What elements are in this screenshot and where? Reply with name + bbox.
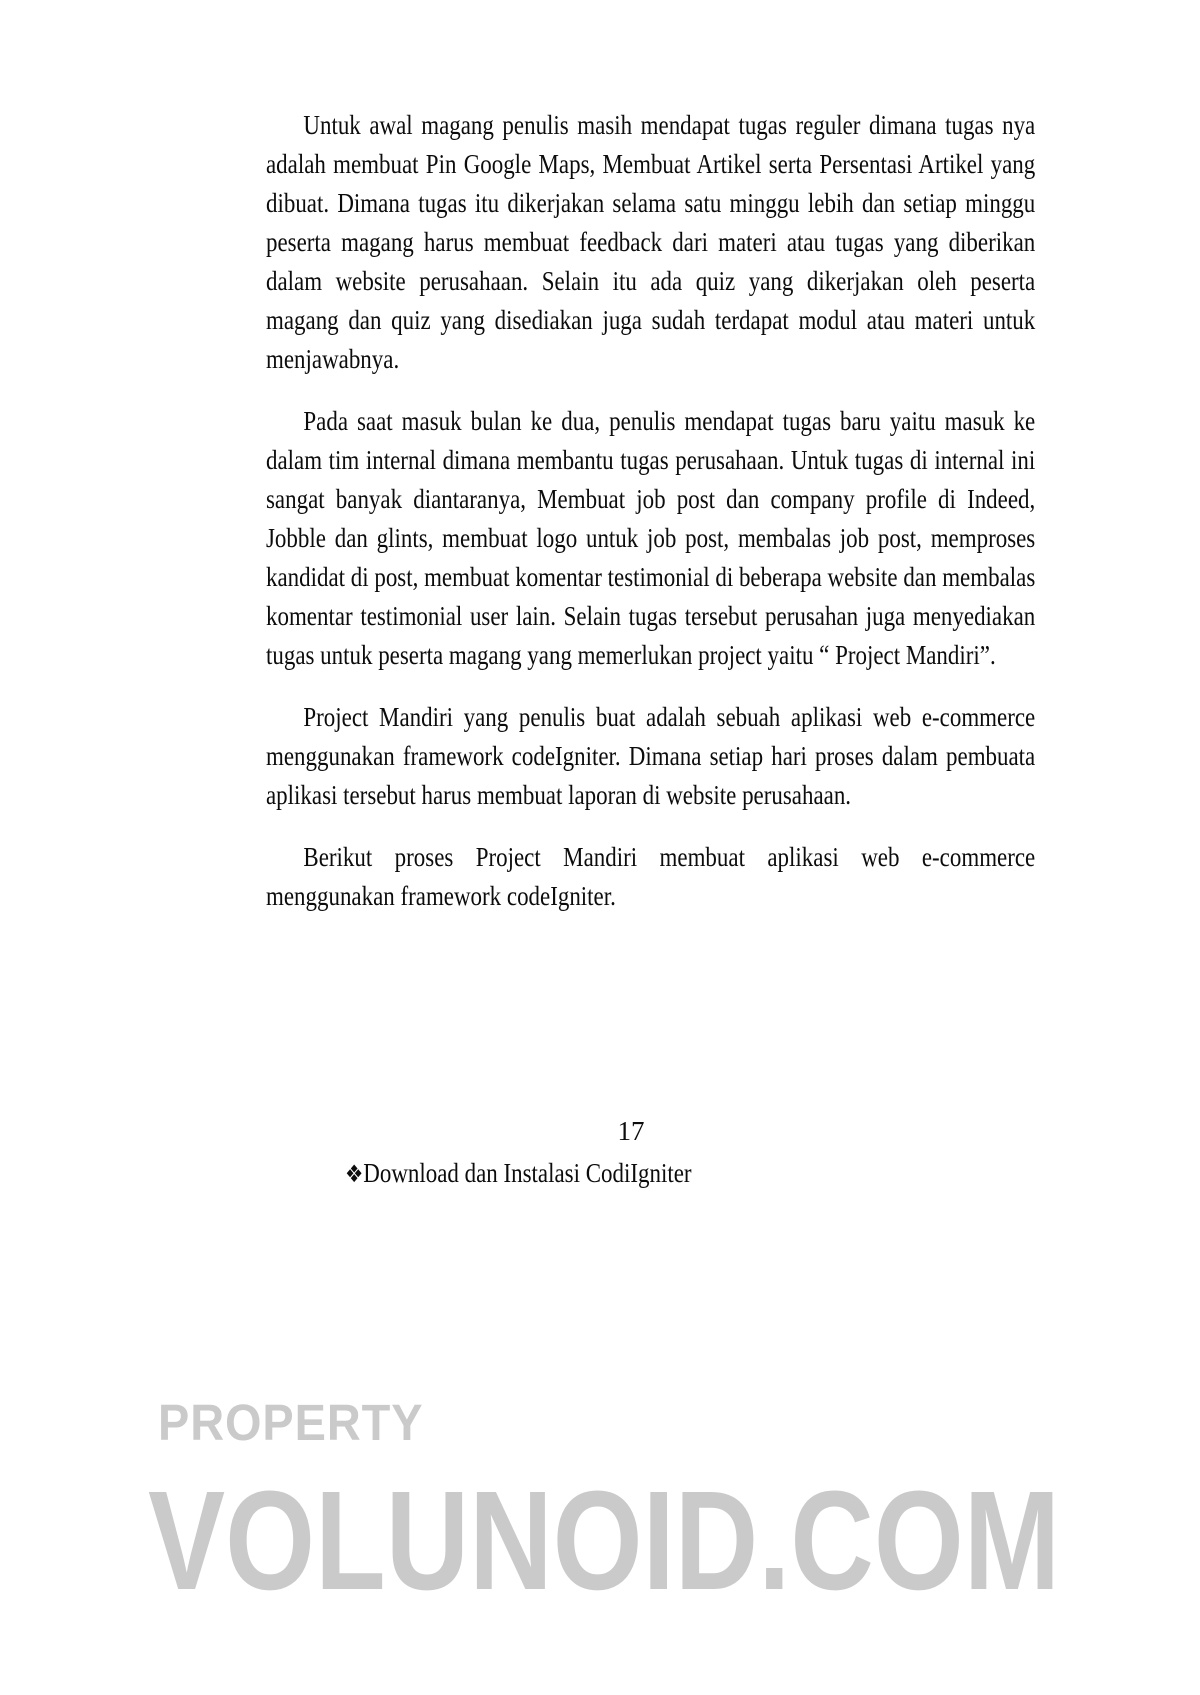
paragraph: Berikut proses Project Mandiri membuat aplikasi web e-commerce menggunakan framework codeIgniter.: [266, 842, 1036, 911]
page-number: 17: [617, 1116, 645, 1146]
watermark-property-text: PROPERTY: [158, 1394, 424, 1451]
watermark-volunoid-text: VOLUNOID.COM: [148, 1461, 1061, 1619]
paragraph: Pada saat masuk bulan ke dua, penulis mendapat tugas baru yaitu masuk ke dalam tim internal dimana membantu tugas perusahaan. Untuk tugas di internal ini sangat banyak diantaranya, Membuat job post dan company profile di Indeed, Jobble dan glints, membuat logo untuk job post, membalas job post, memproses kandidat di post, membuat komentar testimonial di beberapa website dan membalas komentar testimonial user lain. Selain tugas tersebut perusahan juga menyediakan tugas untuk peserta magang yang memerlukan project yaitu “ Project Mandiri”.: [266, 406, 1036, 670]
diamond-bullet-icon: ❖: [345, 1160, 364, 1188]
paragraph: Project Mandiri yang penulis buat adalah sebuah aplikasi web e-commerce menggunakan framework codeIgniter. Dimana setiap hari proses dalam pembuata aplikasi tersebut harus membuat laporan di website perusahaan.: [266, 702, 1036, 810]
paragraph: Untuk awal magang penulis masih mendapat tugas reguler dimana tugas nya adalah membuat Pin Google Maps, Membuat Artikel serta Persentasi Artikel yang dibuat. Dimana tugas itu dikerjakan selama satu minggu lebih dan setiap minggu peserta magang harus membuat feedback dari materi atau tugas yang diberikan dalam website perusahaan. Selain itu ada quiz yang dikerjakan oleh peserta magang dan quiz yang disediakan juga sudah terdapat modul atau materi untuk menjawabnya.: [266, 110, 1036, 374]
bullet-heading-label: Download dan Instalasi CodiIgniter: [363, 1158, 692, 1188]
bullet-heading: [345, 1158, 692, 1190]
body-text: [266, 106, 1035, 939]
